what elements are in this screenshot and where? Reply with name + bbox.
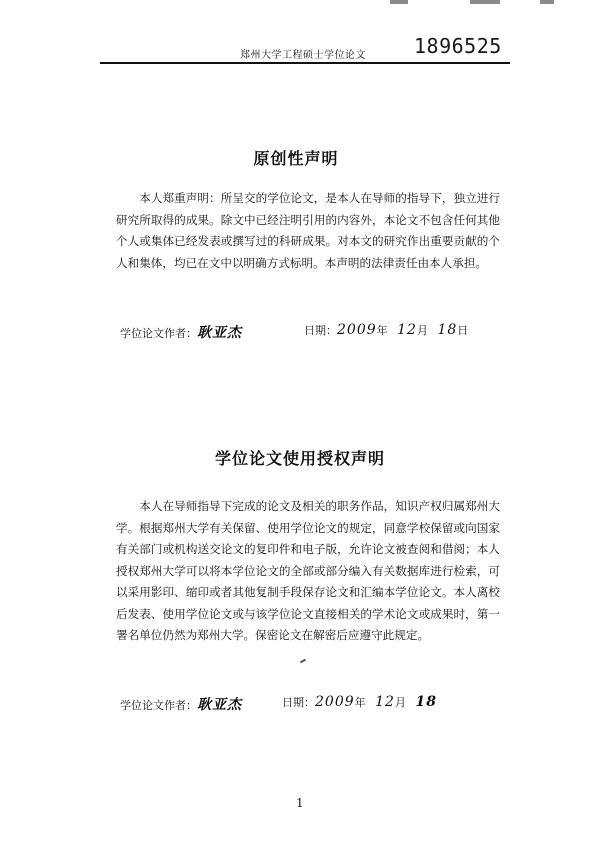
originality-signature-line (120, 322, 242, 342)
author-signature: 耿亚杰 (197, 325, 242, 341)
year-unit: 年 (376, 324, 388, 337)
originality-paragraph (116, 188, 500, 274)
month-unit: 月 (416, 324, 428, 337)
authorization-text: 本人在导师指导下完成的论文及相关的职务作品，知识产权归属郑州大学。根据郑州大学有关保留、使用学位论文的规定，同意学校保留或向国家有关部门或机构送交论文的复印件和电子版，允许论文被查阅和借阅；本人授权郑州大学可以将本学位论文的全部或部分编入有关数据库进行检索，可以采用影印、缩印或者其他复制手段保存论文和汇编本学位论文。本人离校后发表、使用学位论文或与该学位论文直接相关的学术论文或成果时，第一署名单位仍然为郑州大学。保密论文在解密后应遵守此规定。 (116, 499, 500, 642)
date-year: 2009 (315, 694, 355, 710)
authorization-date-line (282, 694, 437, 710)
month-unit: 月 (394, 696, 406, 709)
authorization-paragraph (116, 496, 500, 647)
date-year: 2009 (337, 322, 377, 338)
page-number: 1 (296, 796, 304, 810)
year-unit: 年 (354, 696, 366, 709)
header-title: 郑州大学工程硕士学位论文 (240, 50, 366, 61)
originality-title: 原创性声明 (253, 149, 339, 168)
day-unit: 日 (457, 324, 469, 337)
scan-artifact-top (0, 0, 600, 8)
author-label: 学位论文作者： (120, 699, 197, 712)
date-month: 12 (375, 694, 395, 710)
date-day: 18 (415, 694, 437, 710)
date-month: 12 (397, 322, 417, 338)
author-label: 学位论文作者： (120, 327, 197, 340)
originality-date-line (304, 322, 468, 338)
originality-text: 本人郑重声明：所呈交的学位论文，是本人在导师的指导下，独立进行研究所取得的成果。除文中已经注明引用的内容外，本论文不包含任何其他个人或集体已经发表或撰写过的科研成果。对本文的研究作出重要贡献的个人和集体，均已在文中以明确方式标明。本声明的法律责任由本人承担。 (116, 191, 500, 270)
date-day: 18 (437, 322, 458, 338)
date-label: 日期： (304, 324, 337, 337)
serial-number: 1896525 (414, 34, 502, 58)
date-label: 日期： (282, 696, 315, 709)
authorization-signature-line (120, 694, 242, 714)
authorization-title: 学位论文使用授权声明 (214, 449, 385, 468)
scan-artifact-mark (300, 659, 306, 664)
running-header (100, 34, 510, 64)
author-signature: 耿亚杰 (197, 697, 242, 713)
